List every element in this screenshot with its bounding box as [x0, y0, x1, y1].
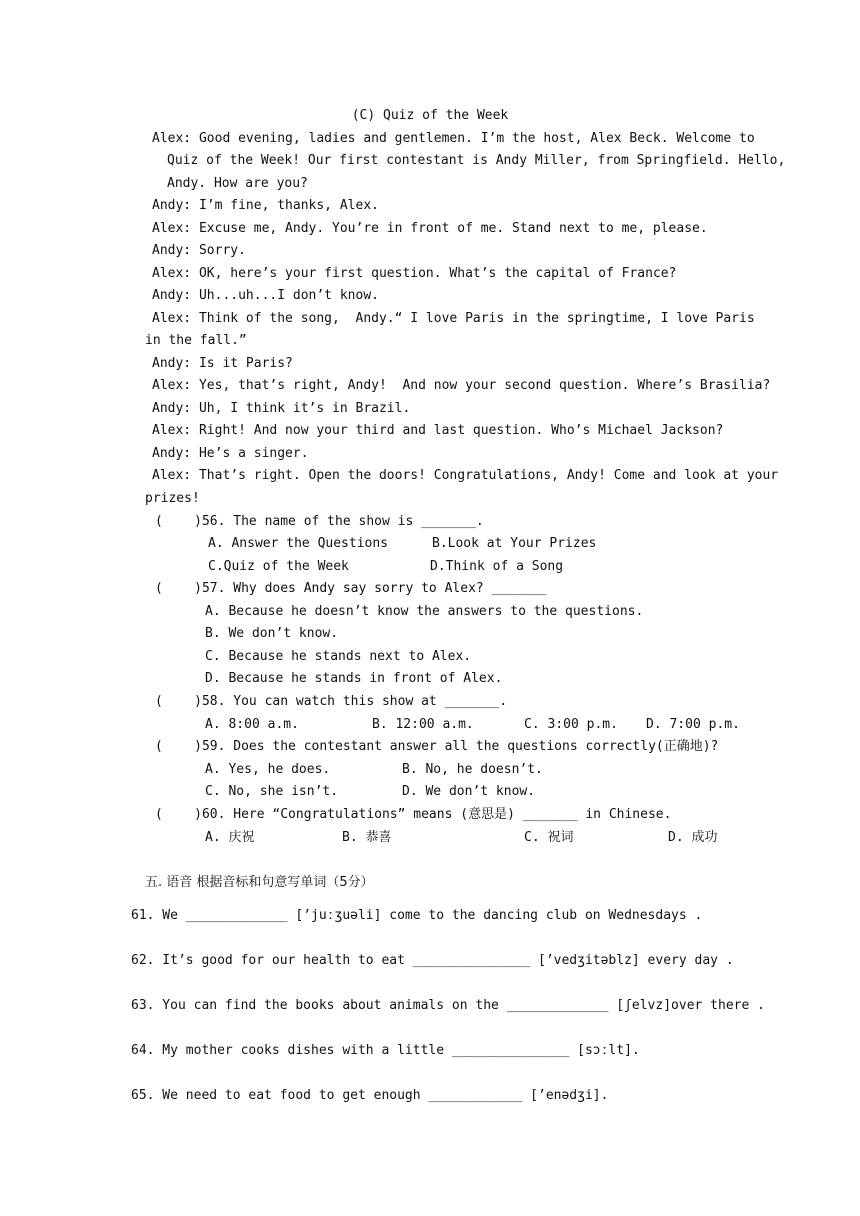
- question-56-option-b: B.Look at Your Prizes: [432, 536, 597, 551]
- question-58-option-a: A. 8:00 a.m.: [205, 717, 299, 732]
- dialogue-line: Andy: Uh, I think it’s in Brazil.: [152, 401, 411, 416]
- phonetic-item-62: 62. It’s good for our health to eat _______________ [’vedʒitəblz] every day .: [131, 953, 734, 968]
- question-57-option-c: C. Because he stands next to Alex.: [205, 649, 472, 664]
- reading-title: (C) Quiz of the Week: [351, 108, 509, 123]
- question-57-option-a: A. Because he doesn’t know the answers to the questions.: [205, 604, 644, 619]
- dialogue-line: Andy: Sorry.: [152, 243, 246, 258]
- dialogue-line: Alex: Think of the song, Andy.“ I love Paris in the springtime, I love Paris: [152, 311, 755, 326]
- question-56-option-d: D.Think of a Song: [430, 559, 564, 574]
- dialogue-line: Quiz of the Week! Our first contestant is Andy Miller, from Springfield. Hello,: [167, 153, 786, 168]
- phonetic-item-64: 64. My mother cooks dishes with a little _______________ [sɔːlt].: [131, 1043, 640, 1058]
- phonetic-item-61: 61. We _____________ [’juːʒuəli] come to the dancing club on Wednesdays .: [131, 908, 703, 923]
- dialogue-line: Alex: Good evening, ladies and gentlemen. I’m the host, Alex Beck. Welcome to: [152, 131, 755, 146]
- dialogue-line: in the fall.”: [145, 333, 247, 348]
- phonetic-item-63: 63. You can find the books about animals on the _____________ [ʃelvz]over there .: [131, 998, 765, 1013]
- dialogue-line: prizes!: [145, 491, 200, 506]
- dialogue-line: Alex: Yes, that’s right, Andy! And now your second question. Where’s Brasilia?: [152, 378, 771, 393]
- question-59-option-a: A. Yes, he does.: [205, 762, 331, 777]
- dialogue-line: Alex: Excuse me, Andy. You’re in front of me. Stand next to me, please.: [152, 221, 708, 236]
- question-56-stem: ( )56. The name of the show is _______.: [155, 514, 484, 529]
- question-60-option-c: C. 祝词: [524, 830, 574, 845]
- question-60-option-a: A. 庆祝: [205, 830, 255, 845]
- question-58-option-d: D. 7:00 p.m.: [646, 717, 740, 732]
- section-5-heading: 五. 语音 根据音标和句意写单词（5分）: [145, 875, 374, 890]
- phonetic-item-65: 65. We need to eat food to get enough ____________ [’enədʒi].: [131, 1088, 609, 1103]
- dialogue-line: Andy. How are you?: [167, 176, 308, 191]
- question-57-stem: ( )57. Why does Andy say sorry to Alex? _______: [155, 581, 547, 596]
- question-58-option-b: B. 12:00 a.m.: [372, 717, 474, 732]
- dialogue-line: Andy: He’s a singer.: [152, 446, 309, 461]
- question-59-option-c: C. No, she isn’t.: [205, 784, 339, 799]
- question-56-option-a: A. Answer the Questions: [208, 536, 389, 551]
- question-57-option-b: B. We don’t know.: [205, 626, 339, 641]
- dialogue-line: Andy: Is it Paris?: [152, 356, 293, 371]
- question-58-option-c: C. 3:00 p.m.: [524, 717, 618, 732]
- question-59-option-d: D. We don’t know.: [402, 784, 536, 799]
- question-60-option-d: D. 成功: [668, 830, 718, 845]
- dialogue-line: Andy: Uh...uh...I don’t know.: [152, 288, 379, 303]
- dialogue-line: Alex: That’s right. Open the doors! Congratulations, Andy! Come and look at your: [152, 468, 779, 483]
- dialogue-line: Alex: OK, here’s your first question. What’s the capital of France?: [152, 266, 677, 281]
- question-57-option-d: D. Because he stands in front of Alex.: [205, 671, 503, 686]
- question-59-option-b: B. No, he doesn’t.: [402, 762, 543, 777]
- question-58-stem: ( )58. You can watch this show at _______.: [155, 694, 508, 709]
- question-60-option-b: B. 恭喜: [342, 830, 392, 845]
- question-59-stem: ( )59. Does the contestant answer all the questions correctly(正确地)?: [155, 739, 719, 754]
- question-56-option-c: C.Quiz of the Week: [208, 559, 349, 574]
- dialogue-line: Alex: Right! And now your third and last question. Who’s Michael Jackson?: [152, 423, 724, 438]
- question-60-stem: ( )60. Here “Congratulations” means (意思是) _______ in Chinese.: [155, 807, 672, 822]
- dialogue-line: Andy: I’m fine, thanks, Alex.: [152, 198, 379, 213]
